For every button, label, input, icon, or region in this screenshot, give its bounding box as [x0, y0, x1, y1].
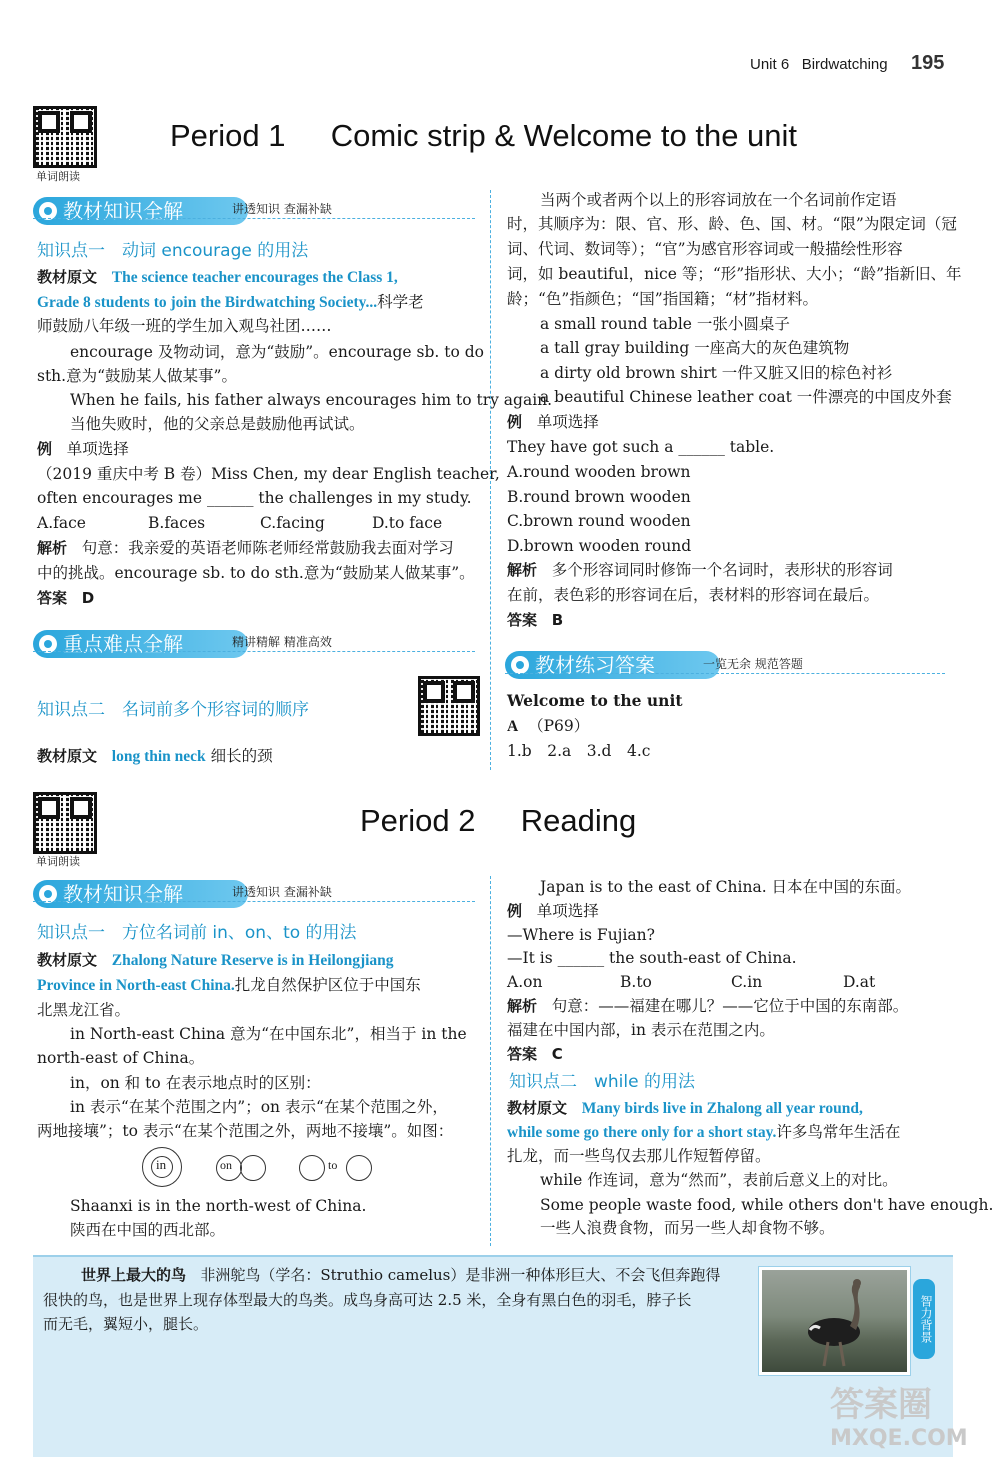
exercise-header	[507, 899, 599, 924]
banner-label: 教材练习答案	[535, 653, 655, 677]
source-english: The science teacher encourages the Class 1,	[111, 269, 398, 286]
knowledge-point-2: 知识点二 while 的用法	[509, 1072, 695, 1092]
source-chinese: 科学老	[377, 293, 424, 311]
source-english: Province in North-east China.	[37, 977, 235, 994]
example-label: 例	[507, 413, 523, 431]
source-english: Many birds live in Zhalong all year round,	[581, 1100, 863, 1117]
rule-line: 时，其顺序为：限、官、形、龄、色、国、材。“限”为限定词（冠	[507, 215, 957, 233]
header-unit	[750, 56, 888, 73]
source-label: 教材原文	[37, 268, 98, 286]
answer-line	[507, 608, 563, 633]
diagram-label-in: in	[156, 1157, 167, 1172]
diagram-circle-to-left	[299, 1155, 325, 1181]
rule-line: 龄；“色”指颜色；“国”指国籍；“材”指材料。	[507, 290, 819, 308]
trivia-line: 而无毛，翼短小，腿长。	[43, 1315, 209, 1333]
page-reference: （P69）	[528, 717, 590, 735]
analysis-line	[507, 558, 893, 583]
divider	[33, 901, 475, 902]
source-chinese-line: 师鼓励八年级一班的学生加入观鸟社团……	[37, 317, 332, 335]
trivia-box	[33, 1255, 953, 1457]
answer-label: 答案	[507, 611, 538, 629]
divider	[33, 218, 475, 219]
explanation-line: 两地接壤”；to 表示“在某个范围之外，两地不接壤”。如图：	[37, 1122, 454, 1140]
analysis-line	[507, 994, 908, 1019]
explanation-line: in North-east China 意为“在中国东北”，相当于 in the	[70, 1025, 467, 1043]
knowledge-point-1: 知识点一 动词 encourage 的用法	[37, 241, 309, 261]
question-line: —Where is Fujian?	[507, 926, 655, 944]
banner-subtitle: 讲透知识 查漏补缺	[232, 885, 332, 899]
source-chinese: 许多鸟常年生活在	[776, 1123, 901, 1141]
watermark-line: 答案圈	[830, 1385, 932, 1425]
option-b: B.round brown wooden	[507, 488, 691, 506]
page-number: 195	[911, 52, 945, 74]
example-label: 例	[507, 902, 523, 920]
source-chinese-line: 北黑龙江省。	[37, 1001, 131, 1019]
explanation-line: while 作连词，意为“然而”，表前后意义上的对比。	[540, 1171, 898, 1189]
option-a: A.on	[507, 973, 543, 991]
column-divider	[490, 876, 491, 1246]
exercise-header	[37, 437, 129, 462]
exercise-type: 单项选择	[536, 413, 599, 431]
banner-label: 教材知识全解	[63, 199, 183, 223]
option-c: C.in	[731, 973, 763, 991]
rule-line: 当两个或者两个以上的形容词放在一个名词前作定语	[540, 191, 897, 209]
example-translation: 当他失败时，他的父亲总是鼓励他再试试。	[70, 415, 365, 433]
divider	[505, 673, 945, 674]
unit-label: Unit 6	[750, 56, 790, 73]
watermark-line: MXQE.COM	[830, 1426, 968, 1451]
source-chinese: 扎龙自然保护区位于中国东	[234, 976, 421, 994]
rule-line: 词、代词、数词等）；“官”为感官形容词或一般描绘性形容	[507, 240, 903, 258]
ostrich-photo	[759, 1267, 910, 1375]
trivia-line: 很快的鸟，也是世界上现存体型最大的鸟类。成鸟身高可达 2.5 米，全身有黑白色的羽毛，脖子长	[43, 1291, 692, 1309]
example-phrase: a tall gray building 一座高大的灰色建筑物	[540, 339, 850, 357]
answer-line	[507, 1042, 563, 1067]
ostrich-icon	[762, 1270, 907, 1372]
diagram-circle-to-right	[346, 1155, 372, 1181]
qr-code-icon[interactable]	[33, 792, 97, 854]
source-chinese: 细长的颈	[210, 747, 273, 765]
answer-value: D	[81, 589, 95, 607]
knowledge-point-1: 知识点一 方位名词前 in、on、to 的用法	[37, 923, 357, 943]
source-label: 教材原文	[507, 1099, 568, 1117]
source-text-line2	[507, 1120, 900, 1146]
banner-label: 教材知识全解	[63, 882, 183, 906]
answers-part	[507, 714, 589, 740]
source-text	[37, 744, 273, 770]
period-number: Period 2	[360, 803, 476, 838]
banner-subtitle: 讲透知识 查漏补缺	[232, 202, 332, 216]
explanation-line: north-east of China。	[37, 1049, 205, 1067]
period-name: Reading	[520, 803, 637, 838]
example-phrase: a beautiful Chinese leather coat 一件漂亮的中国皮外套	[540, 388, 952, 406]
banner-label: 重点难点全解	[63, 632, 183, 656]
exercise-type: 单项选择	[536, 902, 599, 920]
option-a: A.face	[37, 514, 86, 532]
section-banner-key-points	[33, 630, 248, 658]
column-divider	[490, 190, 491, 770]
example-phrase: a dirty old brown shirt 一件又脏又旧的棕色衬衫	[540, 364, 893, 382]
explanation-line: in，on 和 to 在表示地点时的区别：	[70, 1074, 321, 1092]
example-label: 例	[37, 440, 53, 458]
analysis-line: 中的挑战。encourage sb. to do sth.意为“鼓励某人做某事”。	[37, 564, 475, 582]
source-label: 教材原文	[37, 747, 98, 765]
knowledge-point-2: 知识点二 名词前多个形容词的顺序	[37, 700, 309, 720]
qr-code-icon[interactable]	[418, 676, 480, 736]
answers-section-title: Welcome to the unit	[507, 691, 683, 710]
analysis-label: 解析	[507, 561, 538, 579]
trivia-title: 世界上最大的鸟	[81, 1266, 187, 1284]
source-english: long thin neck	[111, 748, 206, 765]
question-line: —It is ______ the south-east of China.	[507, 949, 797, 967]
source-english: Zhalong Nature Reserve is in Heilongjiang	[111, 952, 394, 969]
answer-value: B	[551, 611, 564, 629]
analysis-label: 解析	[507, 997, 538, 1015]
answers-list: 1.b 2.a 3.d 4.c	[507, 742, 651, 760]
period-number: Period 1	[170, 118, 286, 153]
question-line: They have got such a ______ table.	[507, 438, 775, 456]
source-text-line2	[37, 973, 421, 999]
rule-line: 词，如 beautiful，nice 等；“形”指形状、大小；“龄”指新旧、年	[507, 265, 962, 283]
source-text	[507, 1096, 863, 1122]
example-phrase: a small round table 一张小圆桌子	[540, 315, 790, 333]
example-sentence: Some people waste food, while others don't have enough.	[540, 1196, 994, 1214]
section-banner-textbook-knowledge	[33, 197, 248, 225]
speaker-icon	[511, 656, 529, 674]
period-name: Comic strip & Welcome to the unit	[330, 118, 798, 153]
source-english: Grade 8 students to join the Birdwatching Society...	[37, 294, 378, 311]
trivia-text: 非洲鸵鸟（学名：Struthio camelus）是非洲一种体形巨大、不会飞但奔跑得	[200, 1266, 721, 1284]
diagram-label-on: on	[220, 1158, 232, 1172]
page-title	[360, 803, 636, 839]
answer-label: 答案	[507, 1045, 538, 1063]
watermark	[830, 1385, 968, 1456]
part-label: A	[507, 718, 519, 735]
option-c: C.facing	[260, 514, 325, 532]
unit-topic: Birdwatching	[801, 56, 888, 73]
option-c: C.brown round wooden	[507, 512, 691, 530]
option-d: D.at	[843, 973, 876, 991]
analysis-text: 句意：——福建在哪儿？——它位于中国的东南部。	[551, 997, 909, 1015]
analysis-text: 句意：我亲爱的英语老师陈老师经常鼓励我去面对学习	[81, 539, 454, 557]
diagram-label-to: to	[328, 1158, 338, 1172]
banner-subtitle: 精讲精解 精准高效	[232, 635, 332, 649]
trivia-line	[81, 1263, 720, 1288]
option-d: D.brown wooden round	[507, 537, 692, 555]
qr-code-icon[interactable]	[33, 106, 97, 168]
explanation-line: sth.意为“鼓励某人做某事”。	[37, 367, 237, 385]
source-english: while some go there only for a short stay.	[507, 1124, 777, 1141]
source-label: 教材原文	[37, 951, 98, 969]
qr-caption: 单词朗读	[36, 855, 80, 868]
example-sentence: When he fails, his father always encourages him to try again.	[70, 391, 553, 409]
answer-value: C	[551, 1045, 563, 1063]
side-tab: 智力背景	[913, 1279, 935, 1359]
answer-label: 答案	[37, 589, 68, 607]
divider	[33, 651, 475, 652]
question-line: often encourages me ______ the challenges in my study.	[37, 489, 472, 507]
option-a: A.round wooden brown	[507, 463, 691, 481]
page-title	[170, 118, 797, 154]
analysis-line: 在前，表色彩的形容词在后，表材料的形容词在最后。	[507, 586, 880, 604]
analysis-line: 福建在中国内部，in 表示在范围之内。	[507, 1021, 775, 1039]
source-text	[37, 265, 398, 291]
source-text-line2	[37, 290, 424, 316]
example-sentence: Japan is to the east of China. 日本在中国的东面。	[540, 878, 912, 896]
section-banner-exercise-answers	[505, 651, 720, 679]
source-chinese-line: 扎龙，而一些鸟仅去那儿作短暂停留。	[507, 1147, 771, 1165]
analysis-text: 多个形容词同时修饰一个名词时，表形状的形容词	[551, 561, 893, 579]
exercise-type: 单项选择	[66, 440, 129, 458]
explanation-line: in 表示“在某个范围之内”；on 表示“在某个范围之外，	[70, 1098, 448, 1116]
source-text	[37, 948, 394, 974]
diagram-circle-on-right	[240, 1155, 266, 1181]
question-line: （2019 重庆中考 B 卷）Miss Chen, my dear English teacher,	[37, 465, 500, 483]
option-d: D.to face	[372, 514, 443, 532]
exercise-header	[507, 410, 599, 435]
qr-caption: 单词朗读	[36, 170, 80, 183]
banner-subtitle: 一览无余 规范答题	[703, 657, 803, 671]
example-sentence: Shaanxi is in the north-west of China.	[70, 1197, 367, 1215]
option-b: B.faces	[148, 514, 206, 532]
option-b: B.to	[620, 973, 652, 991]
analysis-label: 解析	[37, 539, 68, 557]
analysis-line	[37, 536, 454, 561]
section-banner-textbook-knowledge	[33, 880, 248, 908]
example-translation: 一些人浪费食物，而另一些人却食物不够。	[540, 1219, 835, 1237]
example-translation: 陕西在中国的西北部。	[70, 1221, 226, 1239]
explanation-line: encourage 及物动词，意为“鼓励”。encourage sb. to do	[70, 343, 484, 361]
answer-line	[37, 586, 94, 611]
